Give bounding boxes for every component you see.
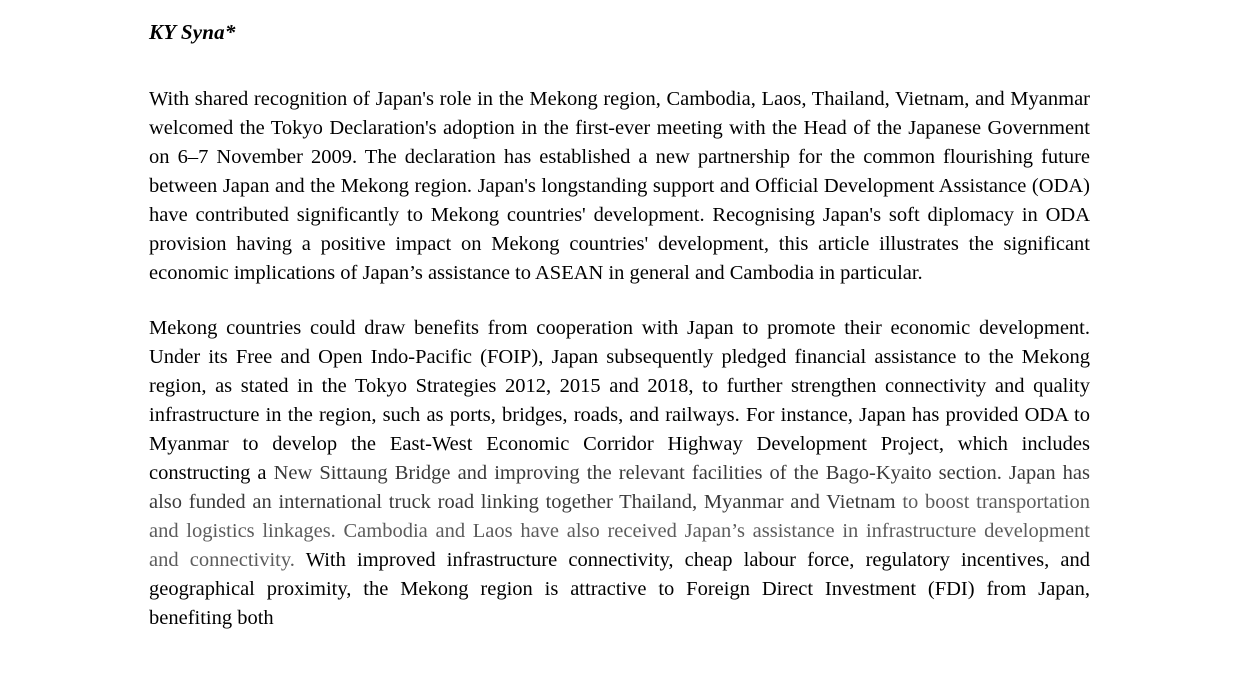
paragraph-body-1-segment-1: Mekong countries could draw benefits from cooperation with Japan to promote their economic development. Under its Free and Open Indo-Pacific (FOIP), Japan subsequently pledged financial assistance to the Mekong region, as stated in the Tokyo Strategies 2012, 2015 and 2018, to further strengthen connectivity and quality infrastructure in the region, such as ports, bridges, roads, and railways. For instance, Japan has provided ODA to Myanmar to develop the East-West Economic Corridor Highway Development Project, which includes constructing a	[149, 317, 1090, 484]
paragraph-body-1-segment-4: With improved infrastructure connectivity, cheap labour force, regulatory incentives, and geographical proximity, the Mekong region is attractive to Foreign Direct Investment (FDI) from Japan, benefiting both	[149, 549, 1090, 629]
author-byline: KY Syna*	[149, 20, 236, 44]
text-column	[149, 0, 1090, 633]
paragraph-abstract	[149, 85, 1090, 288]
paragraph-abstract-text: With shared recognition of Japan's role in the Mekong region, Cambodia, Laos, Thailand, Vietnam, and Myanmar welcomed the Tokyo Declaration's adoption in the first-ever meeting with the Head of the Japanese Government on 6–7 November 2009. The declaration has established a new partnership for the common flourishing future between Japan and the Mekong region. Japan's longstanding support and Official Development Assistance (ODA) have contributed significantly to Mekong countries' development. Recognising Japan's soft diplomacy in ODA provision having a positive impact on Mekong countries' development, this article illustrates the significant economic implications of Japan’s assistance to ASEAN in general and Cambodia in particular.	[149, 88, 1090, 284]
paragraph-body-1-segment-2: New Sittaung Bridge and improving the relevant facilities of the Bago-Kyaito section. Japan has also funded an international truck road linking together Thailand, Myanmar and Vietnam	[149, 462, 1090, 513]
paragraph-body-1-segment-3: to boost transportation and logistics linkages. Cambodia and Laos have also received Japan’s assistance in infrastructure development and connectivity.	[149, 491, 1090, 571]
paragraph-body-1	[149, 314, 1090, 633]
